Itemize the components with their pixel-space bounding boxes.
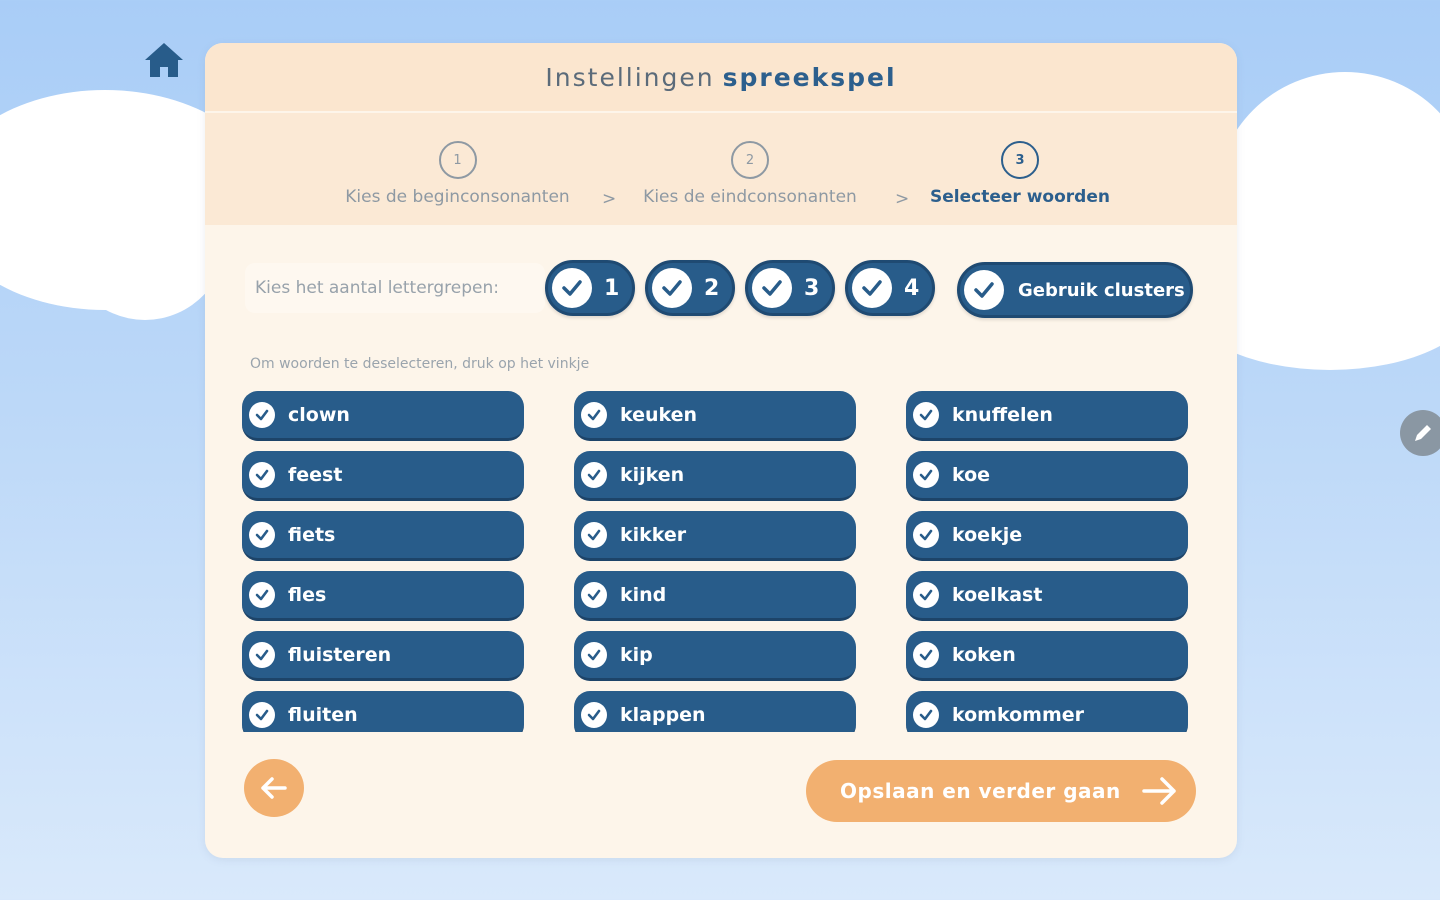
word-label: fluisteren <box>288 643 392 666</box>
word-item[interactable] <box>242 571 524 621</box>
checkmark-icon <box>964 270 1004 310</box>
checkmark-icon <box>752 268 792 308</box>
word-item[interactable] <box>906 631 1188 681</box>
word-label: komkommer <box>952 703 1085 726</box>
title-bold: spreekspel <box>722 62 897 92</box>
checkmark-icon[interactable] <box>249 702 275 728</box>
word-label: knuffelen <box>952 403 1053 426</box>
checkmark-icon[interactable] <box>913 462 939 488</box>
word-item[interactable] <box>574 691 856 732</box>
word-label: kijken <box>620 463 685 486</box>
checkmark-icon[interactable] <box>581 402 607 428</box>
word-label: fluiten <box>288 703 358 726</box>
word-label: klappen <box>620 703 706 726</box>
checkmark-icon[interactable] <box>913 522 939 548</box>
word-label: feest <box>288 463 343 486</box>
word-item[interactable] <box>242 691 524 732</box>
checkmark-icon[interactable] <box>249 462 275 488</box>
checkmark-icon[interactable] <box>581 582 607 608</box>
pencil-icon <box>1411 421 1435 445</box>
home-icon <box>142 40 186 80</box>
checkmark-icon[interactable] <box>581 702 607 728</box>
word-label: clown <box>288 403 350 426</box>
word-item[interactable] <box>574 631 856 681</box>
syllable-option-label: 3 <box>804 275 820 301</box>
title-regular: Instellingen <box>545 62 715 92</box>
step-separator: > <box>602 189 617 209</box>
step-2-number: 2 <box>731 141 769 179</box>
syllable-option-label: 2 <box>704 275 720 301</box>
syllable-count-label <box>245 263 545 313</box>
checkmark-icon[interactable] <box>581 462 607 488</box>
syllable-label-text: Kies het aantal lettergrepen: <box>255 278 499 298</box>
word-label: koekje <box>952 523 1023 546</box>
edit-button[interactable] <box>1400 410 1440 456</box>
syllable-toggle-4[interactable] <box>845 260 935 316</box>
checkmark-icon[interactable] <box>913 582 939 608</box>
syllable-option-label: 4 <box>904 275 920 301</box>
clusters-label: Gebruik clusters <box>1018 279 1185 301</box>
step-2-label: Kies de eindconsonanten <box>643 187 857 207</box>
word-list[interactable] <box>235 385 1205 732</box>
use-clusters-toggle[interactable] <box>957 262 1193 318</box>
word-item[interactable] <box>906 691 1188 732</box>
checkmark-icon <box>552 268 592 308</box>
step-2[interactable] <box>625 113 875 207</box>
arrow-right-icon <box>1140 772 1180 810</box>
word-label: kip <box>620 643 653 666</box>
save-button-label: Opslaan en verder gaan <box>840 779 1121 803</box>
arrow-left-icon <box>257 771 291 805</box>
step-3-label: Selecteer woorden <box>930 187 1110 207</box>
checkmark-icon[interactable] <box>581 522 607 548</box>
step-1-number: 1 <box>439 141 477 179</box>
syllable-toggle-1[interactable] <box>545 260 635 316</box>
word-item[interactable] <box>906 391 1188 441</box>
step-3[interactable] <box>920 113 1120 207</box>
word-label: keuken <box>620 403 698 426</box>
word-item[interactable] <box>906 571 1188 621</box>
checkmark-icon[interactable] <box>913 402 939 428</box>
word-item[interactable] <box>574 571 856 621</box>
word-item[interactable] <box>242 631 524 681</box>
step-indicator <box>205 113 1237 225</box>
checkmark-icon[interactable] <box>913 702 939 728</box>
word-item[interactable] <box>574 451 856 501</box>
word-item[interactable] <box>574 391 856 441</box>
checkmark-icon[interactable] <box>249 402 275 428</box>
home-button[interactable] <box>142 40 186 80</box>
syllable-toggle-3[interactable] <box>745 260 835 316</box>
word-item[interactable] <box>242 451 524 501</box>
word-item[interactable] <box>906 511 1188 561</box>
step-3-number: 3 <box>1001 141 1039 179</box>
step-1[interactable] <box>325 113 590 207</box>
panel-title <box>205 43 1237 111</box>
checkmark-icon[interactable] <box>913 642 939 668</box>
checkmark-icon <box>652 268 692 308</box>
word-label: koken <box>952 643 1016 666</box>
checkmark-icon[interactable] <box>581 642 607 668</box>
word-label: fles <box>288 583 327 606</box>
checkmark-icon[interactable] <box>249 522 275 548</box>
syllable-option-label: 1 <box>604 275 620 301</box>
word-item[interactable] <box>242 391 524 441</box>
deselect-hint: Om woorden te deselecteren, druk op het vinkje <box>250 356 590 372</box>
word-item[interactable] <box>242 511 524 561</box>
step-separator: > <box>895 189 910 209</box>
word-label: kind <box>620 583 667 606</box>
word-label: koelkast <box>952 583 1043 606</box>
word-label: koe <box>952 463 991 486</box>
word-label: fiets <box>288 523 336 546</box>
back-button[interactable] <box>244 759 304 817</box>
checkmark-icon[interactable] <box>249 642 275 668</box>
word-item[interactable] <box>574 511 856 561</box>
save-and-continue-button[interactable] <box>806 760 1196 822</box>
step-1-label: Kies de beginconsonanten <box>345 187 570 207</box>
word-label: kikker <box>620 523 687 546</box>
checkmark-icon <box>852 268 892 308</box>
syllable-toggle-2[interactable] <box>645 260 735 316</box>
checkmark-icon[interactable] <box>249 582 275 608</box>
word-item[interactable] <box>906 451 1188 501</box>
